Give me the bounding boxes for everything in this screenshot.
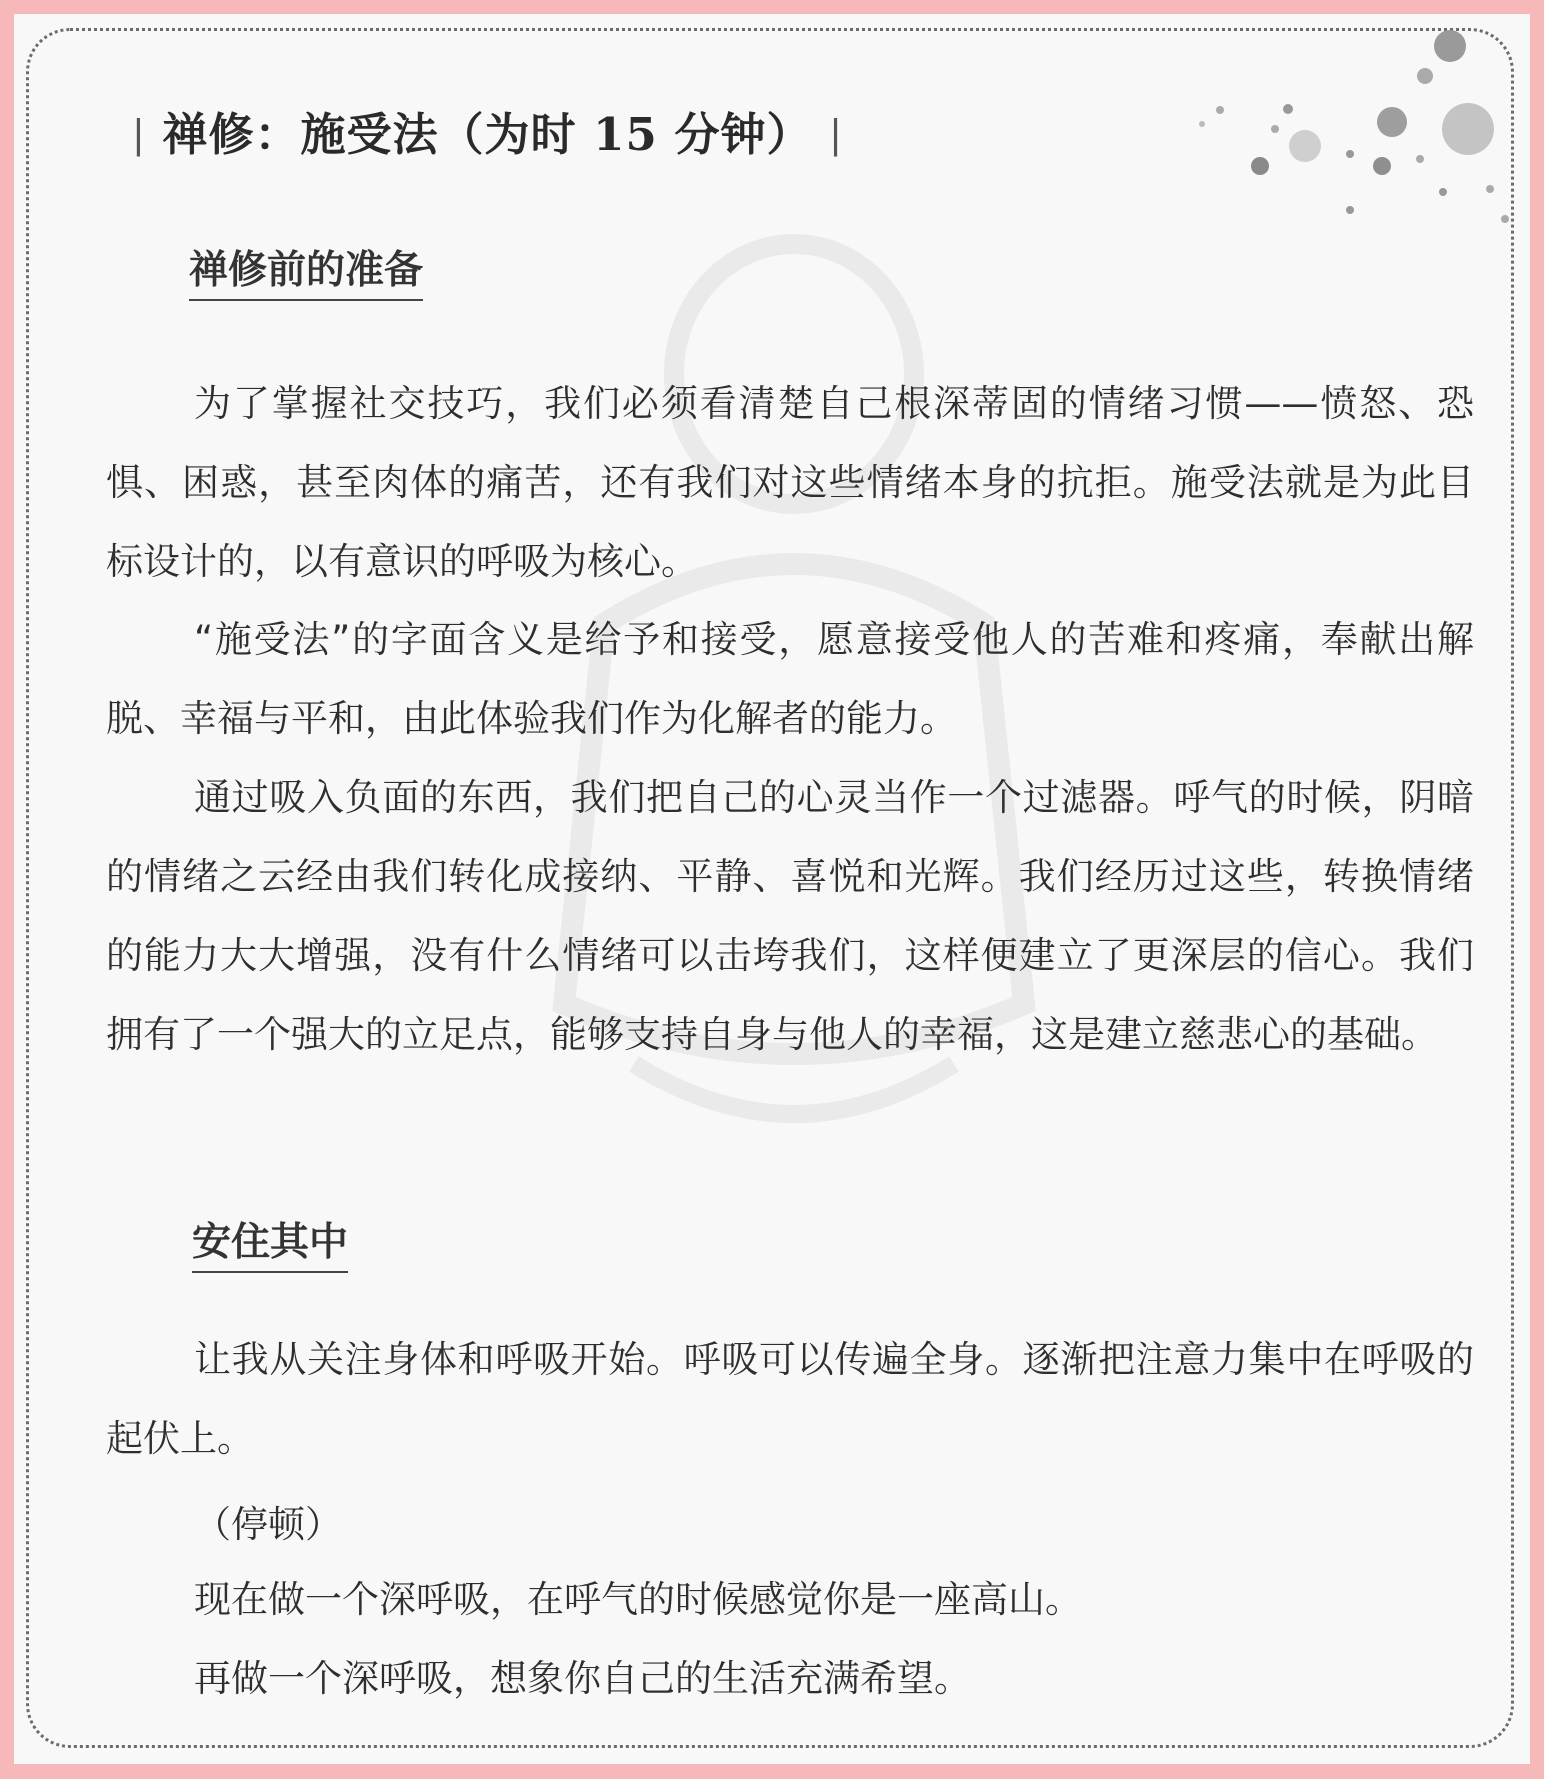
- title-bar-right: |: [829, 112, 843, 156]
- section-heading-abide: 安住其中: [192, 1211, 348, 1273]
- title-bar-left: |: [132, 112, 146, 156]
- instruction-line-1: 现在做一个深呼吸，在呼气的时候感觉你是一座高山。: [194, 1578, 1082, 1621]
- paragraph-4: 让我从关注身体和呼吸开始。呼吸可以传遍全身。逐渐把注意力集中在呼吸的起伏上。: [106, 1338, 1474, 1460]
- page-title: [132, 98, 843, 163]
- section-heading-preparation: 禅修前的准备: [189, 239, 423, 301]
- page: [14, 14, 1530, 1764]
- instruction-line-2: 再做一个深呼吸，想象你自己的生活充满希望。: [194, 1657, 971, 1700]
- paragraph-1: 为了掌握社交技巧，我们必须看清楚自己根深蒂固的情绪习惯——愤怒、恐惧、困惑，甚至肉体的痛苦，还有我们对这些情绪本身的抗拒。施受法就是为此目标设计的，以有意识的呼吸为核心。: [106, 382, 1474, 583]
- pause-note: （停顿）: [194, 1503, 342, 1546]
- decorative-dots: [1110, 14, 1530, 274]
- paragraph-3: 通过吸入负面的东西，我们把自己的心灵当作一个过滤器。呼气的时候，阴暗的情绪之云经由我们转化成接纳、平静、喜悦和光辉。我们经历过这些，转换情绪的能力大大增强，没有什么情绪可以击垮我们，这样便建立了更深层的信心。我们拥有了一个强大的立足点，能够支持自身与他人的幸福，这是建立慈悲心的基础。: [106, 776, 1474, 1056]
- paragraph-2: “施受法”的字面含义是给予和接受，愿意接受他人的苦难和疼痛，奉献出解脱、幸福与平和，由此体验我们作为化解者的能力。: [106, 618, 1474, 740]
- title-text: 禅修：施受法（为时 15 分钟）: [162, 108, 813, 161]
